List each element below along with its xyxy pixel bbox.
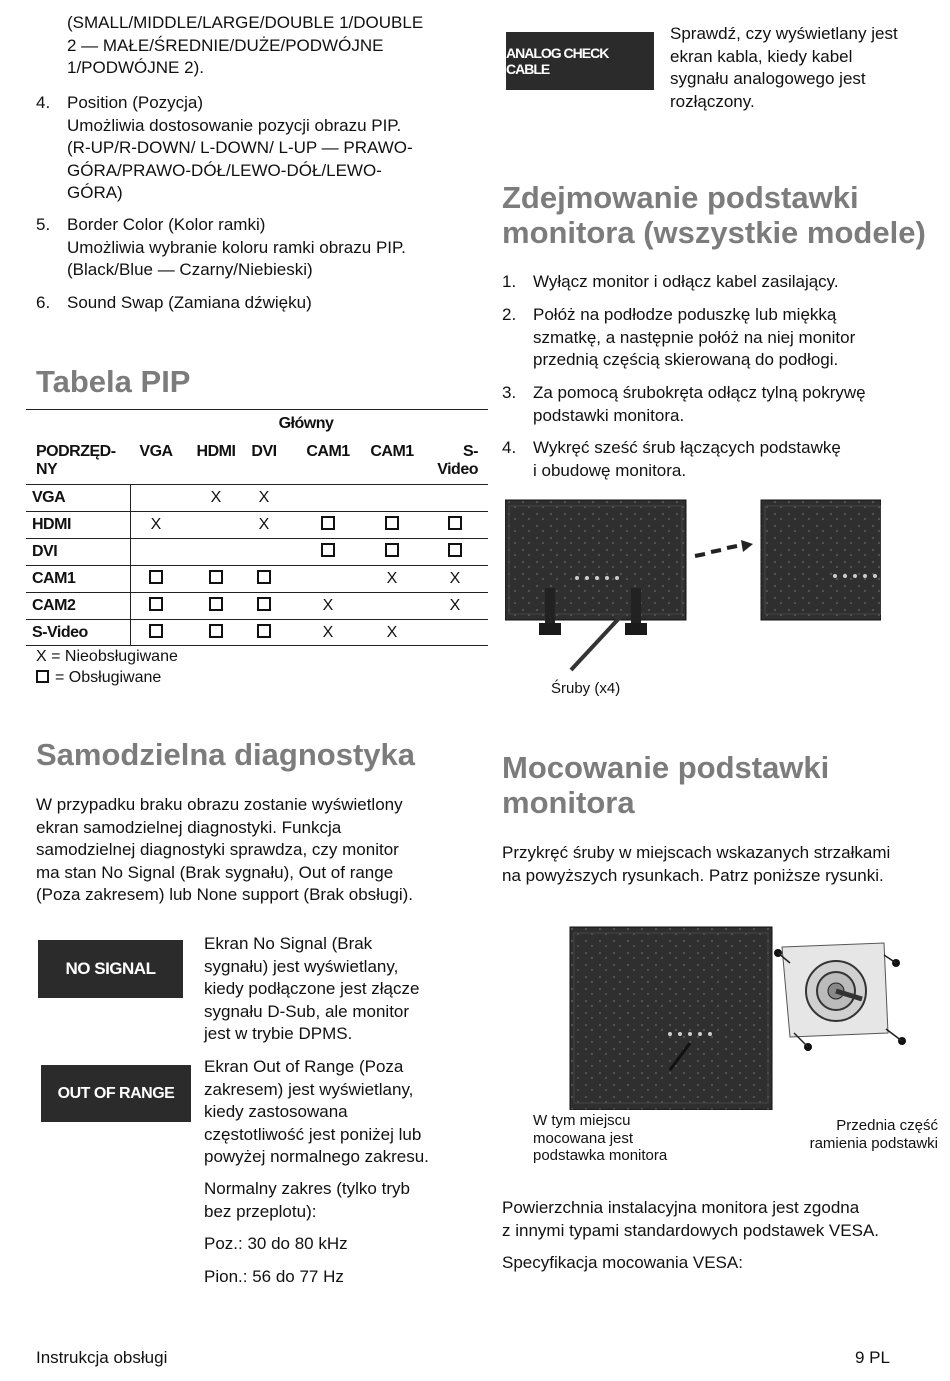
- checkbox-icon: [244, 597, 284, 616]
- text-line: Przednia część: [836, 1117, 938, 1134]
- checkbox-icon: [321, 516, 335, 530]
- text-line: NY: [36, 461, 58, 478]
- column-header: CAM1: [370, 443, 414, 460]
- checkbox-icon: [428, 516, 482, 535]
- text-line: ekran samodzielnej diagnostyki. Funkcja: [36, 817, 342, 837]
- title-line: Zdejmowanie podstawki: [502, 180, 859, 215]
- stand-mount-illustration: [568, 925, 908, 1110]
- checkbox-icon: [244, 624, 284, 643]
- text-line: zakresem) jest wyświetlany,: [204, 1079, 414, 1099]
- analog-check-cable-screen: ANALOG CHECK CABLE: [506, 32, 654, 90]
- table-cell: X: [210, 489, 222, 506]
- text-line: GÓRA/PRAWO-DÓŁ/LEWO-DÓŁ/LEWO-: [67, 160, 382, 180]
- checkbox-icon: [132, 597, 180, 616]
- diag-title: Samodzielna diagnostyka: [36, 737, 415, 772]
- row-header: VGA: [32, 489, 66, 506]
- text-line: Sound Swap (Zamiana dźwięku): [67, 293, 312, 312]
- row-header: HDMI: [32, 516, 71, 533]
- pip-table: [26, 409, 488, 659]
- text-line: bez przeplotu):: [204, 1201, 317, 1221]
- list-number: 5.: [36, 215, 51, 234]
- analog-text: [670, 23, 898, 113]
- checkbox-icon: [298, 543, 358, 562]
- text-line: i obudowę monitora.: [533, 460, 687, 480]
- checkbox-icon: [428, 543, 482, 562]
- table-cell: X: [386, 624, 398, 641]
- column-header: DVI: [251, 443, 277, 460]
- normal-range-text: [204, 1178, 410, 1223]
- text-line: powyżej normalnego zakresu.: [204, 1147, 429, 1166]
- text-line: mocowana jest: [533, 1129, 634, 1147]
- text-line: kiedy zastosowana: [204, 1102, 348, 1121]
- list-number: 1.: [502, 272, 517, 291]
- text-line: ramienia podstawki: [809, 1134, 938, 1152]
- checkbox-icon: [448, 543, 462, 557]
- table-cell: X: [449, 570, 461, 587]
- text-line: Połóż na podłodze poduszkę lub miękką: [533, 305, 837, 324]
- text-line: Umożliwia dostosowanie pozycji obrazu PIP.: [67, 115, 402, 135]
- table-cell: X: [150, 516, 162, 533]
- text-line: częstotliwość jest poniżej lub: [204, 1124, 422, 1144]
- caption-arm-front: [788, 1117, 938, 1152]
- text-line: (Poza zakresem) lub None support (Brak obsługi).: [36, 885, 413, 904]
- text-line: rozłączony.: [670, 91, 755, 111]
- checkbox-icon: [190, 570, 242, 589]
- list-number: 6.: [36, 293, 51, 312]
- text-line: podstawka monitora: [533, 1147, 668, 1164]
- out-of-range-screen: OUT OF RANGE: [41, 1065, 191, 1122]
- text-line: podstawki monitora.: [533, 405, 685, 425]
- list-item-6: [36, 292, 312, 315]
- text-line: kiedy podłączone jest złącze: [204, 979, 420, 998]
- checkbox-icon: [321, 543, 335, 557]
- list-number: 4.: [36, 93, 51, 112]
- column-header: S-Video: [437, 443, 478, 478]
- legend: [36, 646, 178, 688]
- column-header: HDMI: [196, 443, 236, 460]
- footer-left: Instrukcja obsługi: [36, 1348, 168, 1367]
- vesa-text: [502, 1197, 879, 1242]
- table-cell: X: [449, 597, 461, 614]
- text-line: samodzielnej diagnostyki sprawdza, czy monitor: [36, 840, 399, 859]
- no-signal-text: [204, 933, 419, 1046]
- table-cell: X: [322, 597, 334, 614]
- text-line: szmatkę, a następnie połóż na niej monitor: [533, 327, 856, 347]
- text-line: Wykręć sześć śrub łączących podstawkę: [533, 438, 841, 457]
- text-line: Umożliwia wybranie koloru ramki obrazu PIP.: [67, 237, 406, 257]
- horizontal-range: Poz.: 30 do 80 kHz: [204, 1234, 348, 1253]
- column-header: VGA: [139, 443, 173, 460]
- list-number: 4.: [502, 438, 517, 457]
- text-line: sygnału analogowego jest: [670, 69, 866, 88]
- intro-text: [67, 12, 423, 80]
- row-header: S-Video: [32, 624, 88, 641]
- table-cell: X: [258, 489, 270, 506]
- checkbox-icon: [132, 624, 180, 643]
- text-line: 1/PODWÓJNE 2).: [67, 58, 204, 77]
- legend-box-text: = Obsługiwane: [55, 669, 162, 686]
- row-header: CAM2: [32, 597, 76, 614]
- checkbox-icon: [364, 543, 420, 562]
- remove-step-2: [502, 304, 855, 372]
- text-line: Wyłącz monitor i odłącz kabel zasilający.: [533, 272, 839, 291]
- out-of-range-text: [204, 1056, 429, 1169]
- checkbox-icon: [385, 543, 399, 557]
- vesa-spec: Specyfikacja mocowania VESA:: [502, 1253, 743, 1272]
- text-line: Ekran Out of Range (Poza: [204, 1057, 404, 1076]
- checkbox-icon: [257, 624, 271, 638]
- text-line: Za pomocą śrubokręta odłącz tylną pokrywę: [533, 383, 866, 402]
- table-cell: X: [322, 624, 334, 641]
- checkbox-icon: [364, 516, 420, 535]
- row-header: DVI: [32, 543, 58, 560]
- text-line: PODRZĘD-: [36, 443, 116, 460]
- text-line: jest w trybie DPMS.: [204, 1024, 353, 1043]
- checkbox-icon: [209, 624, 223, 638]
- text-line: Ekran No Signal (Brak: [204, 934, 373, 953]
- text-line: Normalny zakres (tylko tryb: [204, 1179, 410, 1198]
- title-line: Mocowanie podstawki: [502, 750, 830, 785]
- main-label: Główny: [278, 415, 334, 432]
- checkbox-icon: [448, 516, 462, 530]
- table-cell: X: [386, 570, 398, 587]
- checkbox-icon: [149, 597, 163, 611]
- sub-label: [36, 443, 116, 479]
- text-line: (Black/Blue — Czarny/Niebieski): [67, 260, 313, 279]
- checkbox-icon: [149, 570, 163, 584]
- list-number: 3.: [502, 383, 517, 402]
- caption-stand-place: [533, 1112, 667, 1165]
- text-line: (R-UP/R-DOWN/ L-DOWN/ L-UP — PRAWO-: [67, 138, 413, 157]
- text-line: Przykręć śruby w miejscach wskazanych strzałkami: [502, 843, 891, 862]
- remove-stand-title: [502, 180, 926, 250]
- text-line: Powierzchnia instalacyjna monitora jest zgodna: [502, 1198, 860, 1217]
- text-line: Sprawdź, czy wyświetlany jest: [670, 24, 898, 43]
- column-header: CAM1: [306, 443, 350, 460]
- remove-step-4: [502, 437, 841, 482]
- checkbox-icon: [385, 516, 399, 530]
- legend-x: X = Nieobsługiwane: [36, 648, 178, 665]
- text-line: na powyższych rysunkach. Patrz poniższe rysunki.: [502, 865, 884, 885]
- text-line: Border Color (Kolor ramki): [67, 215, 266, 234]
- checkbox-icon: [298, 516, 358, 535]
- text-line: przednią częścią skierowaną do podłogi.: [533, 350, 839, 369]
- checkbox-icon: [36, 670, 49, 683]
- checkbox-icon: [209, 570, 223, 584]
- checkbox-icon: [190, 597, 242, 616]
- checkbox-icon: [149, 624, 163, 638]
- text-line: 2 — MAŁE/ŚREDNIE/DUŻE/PODWÓJNE: [67, 35, 384, 55]
- title-line: monitora (wszystkie modele): [502, 215, 926, 250]
- row-header: CAM1: [32, 570, 76, 587]
- text-line: ekran kabla, kiedy kabel: [670, 46, 853, 66]
- title-line: monitora: [502, 785, 635, 820]
- page-number: 9 PL: [855, 1348, 890, 1367]
- mount-text: [502, 842, 890, 887]
- text-line: (SMALL/MIDDLE/LARGE/DOUBLE 1/DOUBLE: [67, 13, 424, 32]
- checkbox-icon: [257, 570, 271, 584]
- mount-stand-title: [502, 750, 829, 820]
- remove-step-1: [502, 271, 839, 294]
- checkbox-icon: [190, 624, 242, 643]
- text-line: sygnału) jest wyświetlany,: [204, 956, 399, 976]
- vertical-range: Pion.: 56 do 77 Hz: [204, 1267, 344, 1286]
- checkbox-icon: [244, 570, 284, 589]
- remove-step-3: [502, 382, 866, 427]
- legend-box-row: [36, 667, 178, 688]
- text-line: W przypadku braku obrazu zostanie wyświetlony: [36, 795, 403, 814]
- text-line: ma stan No Signal (Brak sygnału), Out of range: [36, 862, 394, 882]
- stand-removal-illustration: [505, 498, 881, 676]
- table-cell: X: [258, 516, 270, 533]
- diag-text: [36, 794, 413, 907]
- list-item-5: [36, 214, 406, 282]
- checkbox-icon: [132, 570, 180, 589]
- text-line: z innymi typami standardowych podstawek VESA.: [502, 1220, 880, 1240]
- text-line: Position (Pozycja): [67, 93, 204, 112]
- no-signal-screen: NO SIGNAL: [38, 940, 183, 998]
- checkbox-icon: [209, 597, 223, 611]
- checkbox-icon: [257, 597, 271, 611]
- list-number: 2.: [502, 305, 517, 324]
- list-item-4: [36, 92, 413, 205]
- text-line: W tym miejscu: [533, 1112, 631, 1129]
- text-line: sygnału D-Sub, ale monitor: [204, 1001, 410, 1021]
- pip-table-title: Tabela PIP: [36, 364, 191, 399]
- text-line: GÓRA): [67, 183, 123, 202]
- screws-caption: Śruby (x4): [551, 680, 621, 697]
